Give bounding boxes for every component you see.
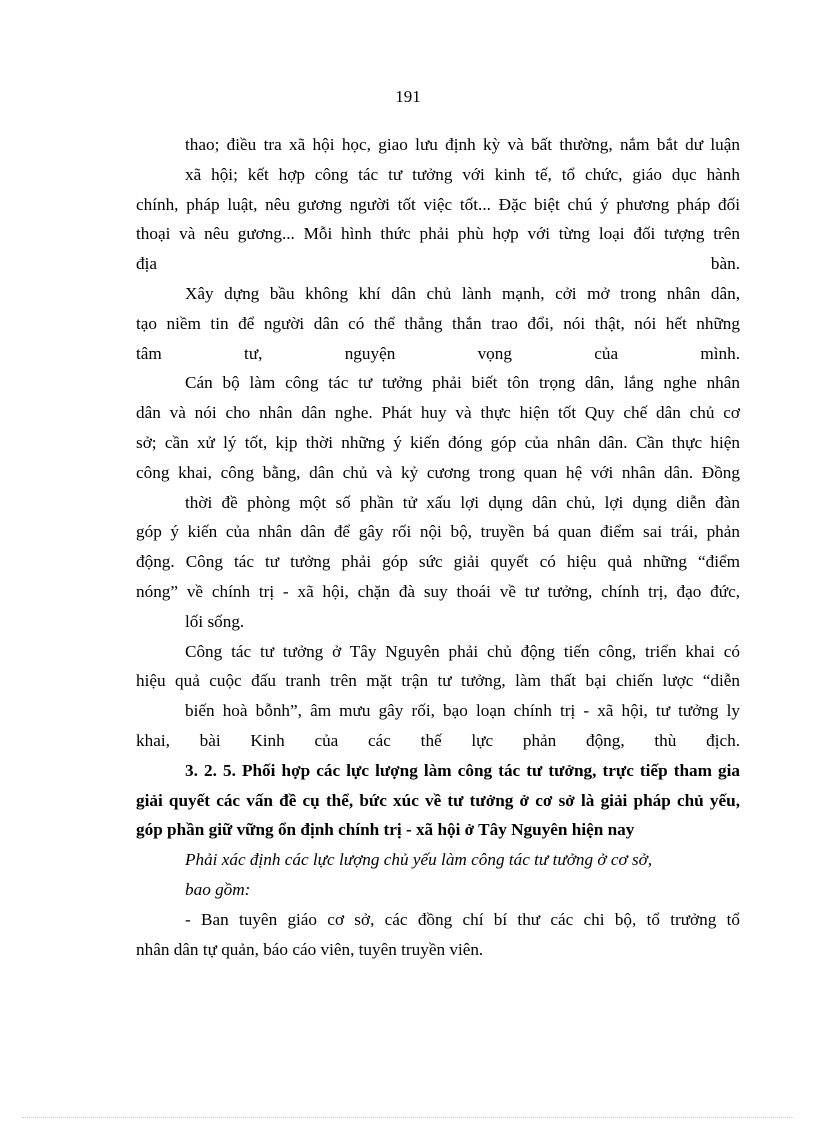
page-number: 191	[395, 87, 421, 106]
text-line: dân và nói cho nhân dân nghe. Phát huy và thực hiện tốt Quy chế dân chủ cơ	[136, 403, 740, 423]
text-line: hiệu quả cuộc đấu tranh trên mặt trận tư tưởng, làm thất bại chiến lược “diễn	[136, 671, 740, 691]
text-line: Công tác tư tưởng ở Tây Nguyên phải chủ động tiến công, triển khai có	[185, 641, 740, 661]
text-line: công khai, công bằng, dân chủ và kỷ cương trong quan hệ với nhân dân. Đồng	[136, 462, 740, 482]
italic-line: bao gồm:	[185, 879, 251, 899]
text-line: nhân dân tự quản, báo cáo viên, tuyên truyền viên.	[136, 939, 484, 959]
text-line: sở; cần xử lý tốt, kịp thời những ý kiến đóng góp của nhân dân. Cần thực hiện	[136, 432, 740, 452]
body-text	[136, 130, 740, 964]
text-line: góp ý kiến của nhân dân để gây rối nội bộ, truyền bá quan điểm sai trái, phản	[136, 522, 740, 542]
text-line: tạo niềm tin để người dân có thể thẳng thắn trao đổi, nói thật, nói hết những	[136, 313, 740, 333]
text-line: biến hoà bỗnh”, âm mưu gây rối, bạo loạn chính trị - xã hội, tư tưởng ly	[185, 701, 740, 721]
section-heading-line: giải quyết các vấn đề cụ thể, bức xúc về tư tưởng ở cơ sở là giải pháp chủ yếu,	[136, 790, 740, 810]
text-line: thao; điều tra xã hội học, giao lưu định kỳ và bất thường, nắm bắt dư luận	[185, 135, 740, 154]
text-line: chính, pháp luật, nêu gương người tốt việc tốt... Đặc biệt chú ý phương pháp đối	[136, 194, 740, 214]
text-line: tâm tư, nguyện vọng của mình.	[136, 343, 740, 363]
text-line: động. Công tác tư tưởng phải góp sức giải quyết có hiệu quả những “điểm	[136, 552, 740, 572]
text-line: - Ban tuyên giáo cơ sở, các đồng chí bí thư các chi bộ, tổ trưởng tổ	[185, 909, 740, 929]
text-line: thời đề phòng một số phần tử xấu lợi dụng dân chủ, lợi dụng diễn đàn	[185, 492, 740, 512]
text-line: lối sống.	[185, 611, 245, 631]
footer-divider	[22, 1117, 794, 1118]
text-line: nóng” về chính trị - xã hội, chặn đà suy thoái về tư tưởng, chính trị, đạo đức,	[136, 581, 740, 601]
text-line: thoại và nêu gương... Mỗi hình thức phải phù hợp với từng loại đối tượng trên	[136, 224, 740, 244]
text-line: địa bàn.	[136, 254, 740, 274]
italic-line: Phải xác định các lực lượng chủ yếu làm công tác tư tưởng ở cơ sở,	[185, 850, 653, 870]
text-line: Cán bộ làm công tác tư tưởng phải biết tôn trọng dân, lắng nghe nhân	[185, 373, 740, 393]
text-line: Xây dựng bầu không khí dân chủ lành mạnh, cởi mở trong nhân dân,	[185, 283, 740, 303]
section-heading-line: góp phần giữ vững ổn định chính trị - xã hội ở Tây Nguyên hiện nay	[136, 820, 635, 840]
text-line: khai, bài Kinh của các thế lực phản động, thù địch.	[136, 730, 740, 750]
section-heading-line: 3. 2. 5. Phối hợp các lực lượng làm công tác tư tưởng, trực tiếp tham gia	[185, 760, 740, 780]
text-line: xã hội; kết hợp công tác tư tưởng với kinh tế, tổ chức, giáo dục hành	[185, 164, 740, 184]
